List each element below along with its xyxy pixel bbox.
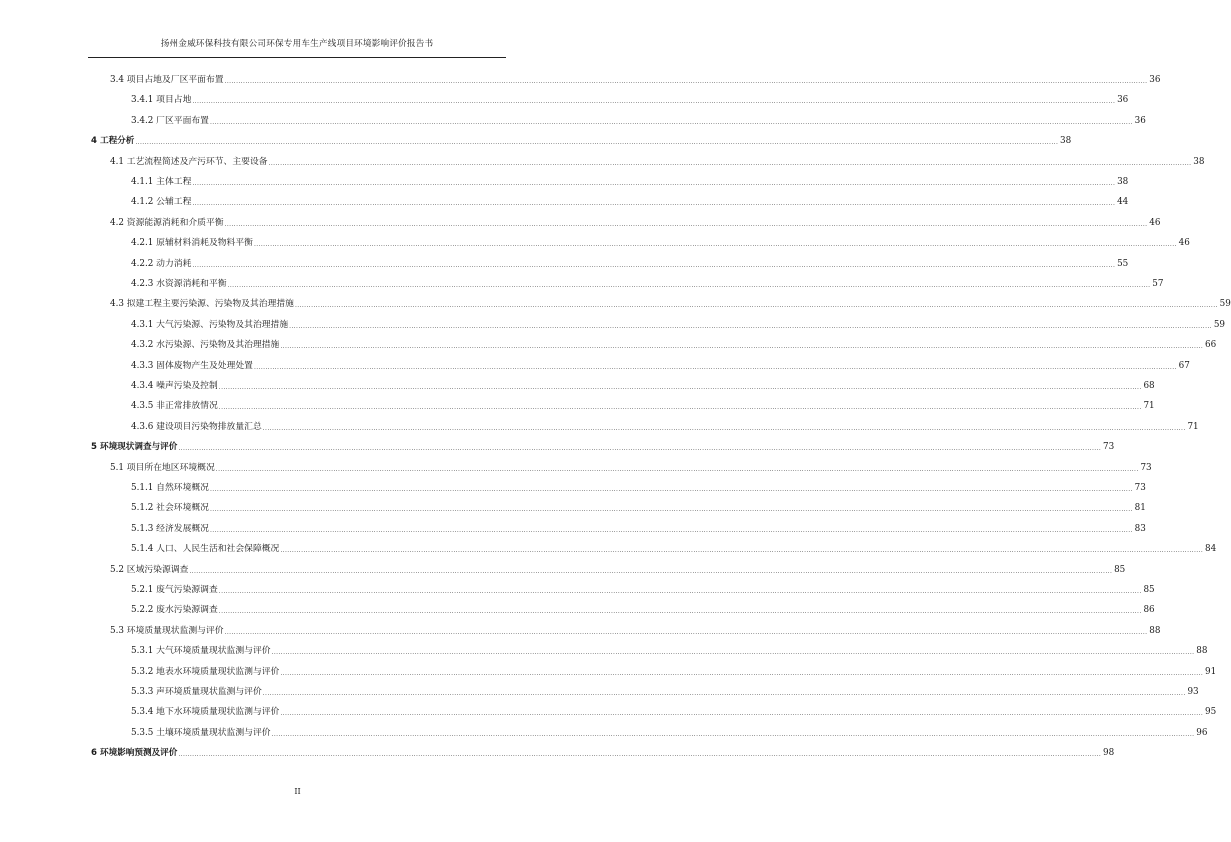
toc-entry[interactable] [0,582,1155,596]
toc-entry-page: 66 [1205,340,1217,351]
toc-leader-dots: ................................................................................................................................................................................................................................................................................................................................................................................................................ [227,282,1151,289]
toc-entry[interactable] [0,602,1155,616]
toc-entry-title: 4.2.1 原辅材料消耗及物料平衡 [131,238,253,249]
toc-entry-title: 5.1.2 社会环境概况 [131,503,209,514]
toc-leader-dots: ................................................................................................................................................................................................................................................................................................................................................................................................................ [192,261,1116,269]
toc-entry-page: 59 [1219,299,1231,310]
toc-entry-page: 71 [1143,401,1155,412]
toc-leader-dots: ................................................................................................................................................................................................................................................................................................................................................................................................................ [218,588,1142,595]
toc-entry-page: 73 [1134,483,1146,493]
toc-entry-title: 4.3.3 固体废物产生及处理处置 [131,360,253,371]
toc-entry-page: 38 [1193,156,1205,167]
toc-entry[interactable] [0,480,1146,494]
toc-entry[interactable] [0,92,1129,106]
toc-leader-dots: ................................................................................................................................................................................................................................................................................................................................................................................................................ [253,363,1177,371]
toc-entry[interactable] [0,276,1164,290]
toc-entry-page: 95 [1205,707,1217,718]
toc-entry-page: 59 [1213,319,1226,330]
toc-entry-title: 5.3.3 声环境质量现状监测与评价 [131,687,262,697]
toc-leader-dots: ................................................................................................................................................................................................................................................................................................................................................................................................................ [218,608,1142,616]
toc-entry-title: 4.3.5 非正常排放情况 [131,401,218,412]
toc-entry-title: 4.2.3 水资源消耗和平衡 [131,279,227,289]
toc-entry-page: 38 [1060,136,1072,147]
toc-entry[interactable] [0,562,1126,576]
toc-entry-page: 83 [1134,523,1146,534]
toc-entry[interactable] [0,215,1161,229]
toc-entry-title: 6 环境影响预测及评价 [91,748,178,759]
toc-entry-page: 96 [1196,727,1208,738]
toc-entry-page: 88 [1196,646,1208,657]
toc-leader-dots: ................................................................................................................................................................................................................................................................................................................................................................................................................ [218,404,1142,412]
toc-leader-dots: ................................................................................................................................................................................................................................................................................................................................................................................................................ [280,710,1204,718]
toc-entry-page: 73 [1103,442,1115,453]
toc-entry[interactable] [0,643,1208,657]
toc-entry-title: 5.3.2 地表水环境质量现状监测与评价 [131,666,280,677]
toc-entry-title: 4.3.1 大气污染源、污染物及其治理措施 [131,319,289,330]
toc-entry-page: 73 [1140,462,1152,473]
toc-entry-page: 38 [1117,177,1129,187]
toc-entry-title: 5.3.4 地下水环境质量现状监测与评价 [131,707,280,718]
toc-entry[interactable] [0,684,1199,698]
toc-entry[interactable] [0,337,1217,351]
toc-entry-title: 5.1.1 自然环境概况 [131,483,209,493]
toc-entry-title: 5 环境现状调查与评价 [91,442,178,453]
toc-entry-page: 55 [1117,258,1129,269]
toc-entry-page: 71 [1187,421,1199,432]
toc-entry-page: 36 [1117,95,1129,106]
toc-entry[interactable] [0,745,1115,759]
toc-entry-page: 88 [1149,625,1161,636]
toc-entry-title: 4.1.1 主体工程 [131,177,192,187]
toc-entry-title: 4.3.4 噪声污染及控制 [131,381,218,391]
toc-entry-title: 5.1.3 经济发展概况 [131,523,209,534]
toc-leader-dots: ................................................................................................................................................................................................................................................................................................................................................................................................................ [280,547,1204,555]
toc-leader-dots: ................................................................................................................................................................................................................................................................................................................................................................................................................ [271,730,1195,738]
toc-leader-dots: ................................................................................................................................................................................................................................................................................................................................................................................................................ [289,322,1213,330]
toc-entry[interactable] [0,460,1152,474]
toc-entry[interactable] [0,133,1072,147]
toc-entry-page: 46 [1149,217,1161,228]
toc-entry-title: 5.3 环境质量现状监测与评价 [110,625,224,636]
toc-leader-dots: ................................................................................................................................................................................................................................................................................................................................................................................................................ [262,690,1186,697]
toc-entry-page: 81 [1134,503,1146,514]
toc-leader-dots: ................................................................................................................................................................................................................................................................................................................................................................................................................ [224,220,1148,228]
toc-entry[interactable] [0,358,1190,372]
toc-entry-title: 5.1 项目所在地区环境概况 [110,462,215,473]
toc-entry[interactable] [0,378,1155,392]
toc-leader-dots: ................................................................................................................................................................................................................................................................................................................................................................................................................ [224,78,1148,85]
toc-entry[interactable] [0,725,1208,739]
running-header: 扬州金威环保科技有限公司环保专用车生产线项目环境影响评价报告书 [160,39,434,49]
toc-entry-title: 4.3 拟建工程主要污染源、污染物及其治理措施 [110,299,294,310]
toc-leader-dots: ................................................................................................................................................................................................................................................................................................................................................................................................................ [209,486,1133,493]
toc-entry-title: 4.2 资源能源消耗和介质平衡 [110,217,224,228]
toc-entry[interactable] [0,419,1199,433]
toc-leader-dots: ................................................................................................................................................................................................................................................................................................................................................................................................................ [280,343,1204,351]
toc-leader-dots: ................................................................................................................................................................................................................................................................................................................................................................................................................ [209,118,1133,126]
toc-leader-dots: ................................................................................................................................................................................................................................................................................................................................................................................................................ [280,669,1204,677]
toc-entry[interactable] [0,500,1146,514]
toc-leader-dots: ................................................................................................................................................................................................................................................................................................................................................................................................................ [224,628,1148,636]
toc-entry-title: 5.3.1 大气环境质量现状监测与评价 [131,646,271,657]
toc-entry-title: 5.2.1 废气污染源调查 [131,585,218,595]
toc-entry-title: 4.1.2 公辅工程 [131,197,192,208]
toc-entry[interactable] [0,704,1217,718]
toc-leader-dots: ................................................................................................................................................................................................................................................................................................................................................................................................................ [209,526,1133,534]
toc-entry-title: 3.4 项目占地及厂区平面布置 [110,75,224,85]
toc-leader-dots: ................................................................................................................................................................................................................................................................................................................................................................................................................ [189,567,1113,575]
toc-entry[interactable] [0,154,1205,168]
toc-entry-title: 4 工程分析 [91,136,135,147]
toc-entry[interactable] [0,541,1217,555]
toc-entry-page: 57 [1152,279,1164,289]
toc-leader-dots: ................................................................................................................................................................................................................................................................................................................................................................................................................ [253,241,1177,249]
toc-leader-dots: ................................................................................................................................................................................................................................................................................................................................................................................................................ [192,200,1116,208]
toc-leader-dots: ................................................................................................................................................................................................................................................................................................................................................................................................................ [294,302,1218,310]
toc-entry[interactable] [0,664,1217,678]
toc-entry[interactable] [0,113,1146,127]
toc-entry[interactable] [0,256,1129,270]
toc-entry-title: 5.3.5 土壤环境质量现状监测与评价 [131,727,271,738]
toc-leader-dots: ................................................................................................................................................................................................................................................................................................................................................................................................................ [135,139,1059,147]
toc-entry[interactable] [0,235,1190,249]
toc-entry-page: 68 [1143,381,1155,391]
toc-entry[interactable] [0,296,1231,310]
toc-entry-page: 93 [1187,687,1199,697]
toc-entry[interactable] [0,174,1129,188]
toc-entry-title: 5.2.2 废水污染源调查 [131,605,218,616]
toc-leader-dots: ................................................................................................................................................................................................................................................................................................................................................................................................................ [218,384,1142,391]
toc-entry[interactable] [0,623,1161,637]
toc-entry[interactable] [0,521,1146,535]
toc-entry-page: 46 [1178,238,1190,249]
toc-entry[interactable] [0,72,1161,86]
toc-entry[interactable] [0,194,1129,208]
toc-entry-title: 3.4.2 厂区平面布置 [131,115,209,126]
toc-leader-dots: ................................................................................................................................................................................................................................................................................................................................................................................................................ [192,98,1116,106]
toc-leader-dots: ................................................................................................................................................................................................................................................................................................................................................................................................................ [262,424,1186,432]
toc-entry-page: 67 [1178,360,1190,371]
toc-entry-title: 4.3.2 水污染源、污染物及其治理措施 [131,340,280,351]
toc-leader-dots: ................................................................................................................................................................................................................................................................................................................................................................................................................ [178,445,1102,453]
toc-entry-page: 85 [1114,564,1126,575]
page-number: II [294,787,301,796]
toc-entry-title: 3.4.1 项目占地 [131,95,192,106]
toc-entry-title: 4.1 工艺流程简述及产污环节、主要设备 [110,156,268,167]
toc-entry-page: 36 [1134,115,1146,126]
toc-entry-page: 98 [1103,748,1115,759]
toc-leader-dots: ................................................................................................................................................................................................................................................................................................................................................................................................................ [192,180,1116,187]
toc-entry[interactable] [0,398,1155,412]
toc-entry-page: 86 [1143,605,1155,616]
toc-entry-page: 91 [1205,666,1217,677]
toc-entry-page: 36 [1149,75,1161,85]
toc-entry-title: 4.2.2 动力消耗 [131,258,192,269]
toc-leader-dots: ................................................................................................................................................................................................................................................................................................................................................................................................................ [178,751,1102,759]
toc-leader-dots: ................................................................................................................................................................................................................................................................................................................................................................................................................ [209,506,1133,514]
toc-entry-title: 5.1.4 人口、人民生活和社会保障概况 [131,544,280,555]
toc-entry-page: 84 [1205,544,1217,555]
toc-leader-dots: ................................................................................................................................................................................................................................................................................................................................................................................................................ [215,465,1139,473]
toc-entry-page: 44 [1117,197,1129,208]
toc-entry[interactable] [0,317,1226,331]
toc-entry-title: 4.3.6 建设项目污染物排放量汇总 [131,421,262,432]
toc-entry[interactable] [0,439,1115,453]
toc-leader-dots: ................................................................................................................................................................................................................................................................................................................................................................................................................ [268,159,1192,167]
toc-leader-dots: ................................................................................................................................................................................................................................................................................................................................................................................................................ [271,649,1195,657]
toc-entry-page: 85 [1143,585,1155,595]
toc-entry-title: 5.2 区域污染源调查 [110,564,189,575]
